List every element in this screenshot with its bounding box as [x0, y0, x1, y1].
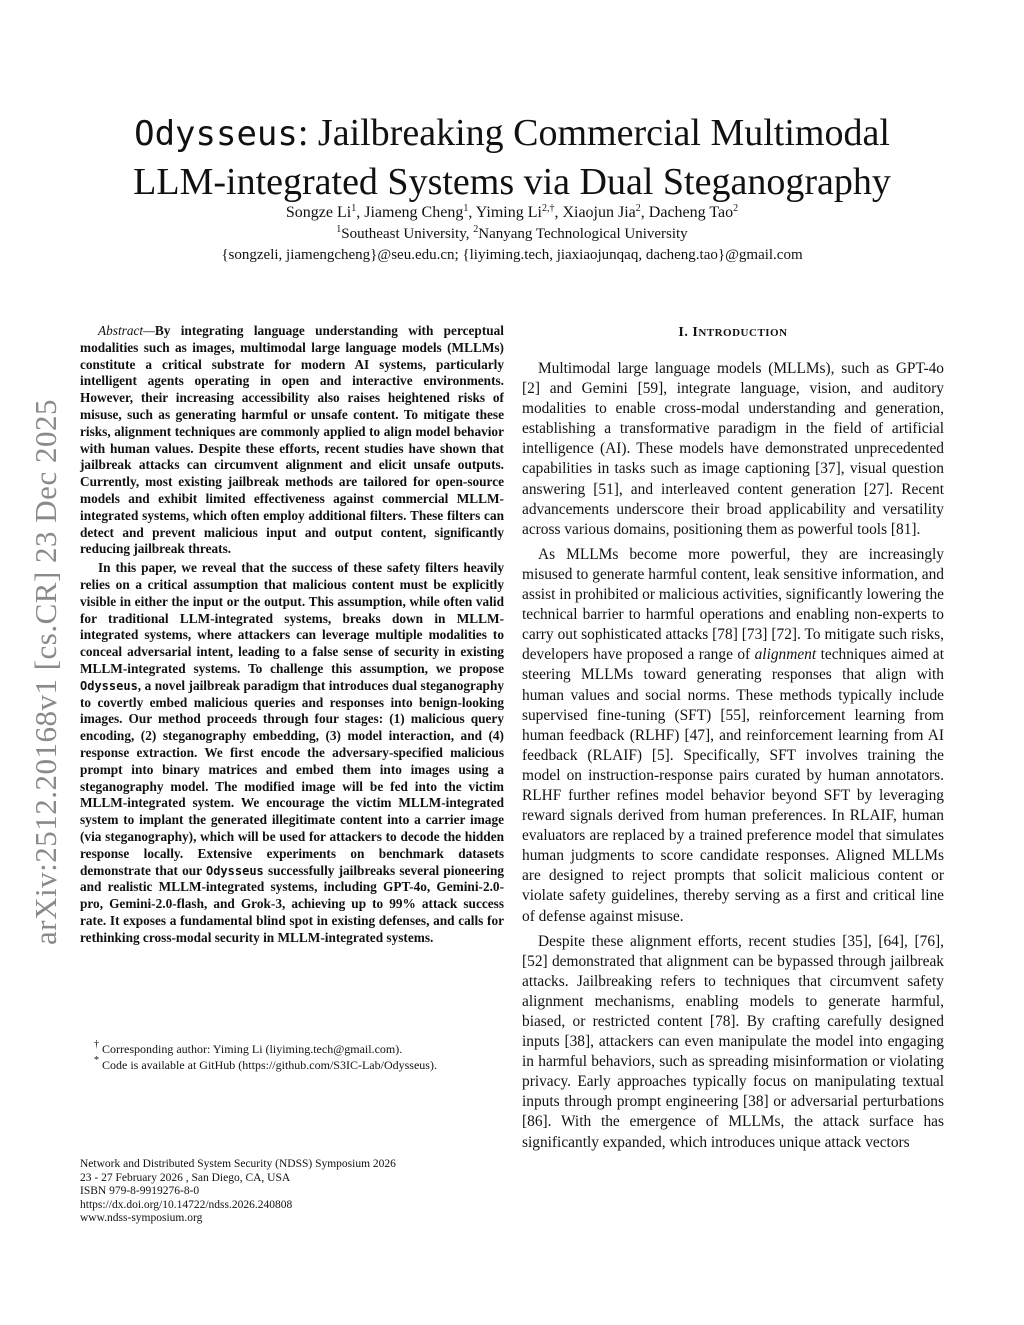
author-name: Dacheng Tao — [648, 204, 734, 221]
author-list: Songze Li$^1$, Jiameng Cheng$^1$, Yiming $Li^{2,\dagger}$, Xiaojun Jia$^2$, Dacheng Tao$^2$ — [285, 203, 739, 221]
footnote-text: Corresponding author: Yiming Li (liyiming.tech@gmail.com). — [102, 1042, 403, 1056]
intro-paragraph-3: Despite these alignment efforts, recent studies [35], [64], [76], [52] demonstrated that alignment can be bypassed through jailbreak attacks. Jailbreaking refers to techniques that circumvent safety alignment mechanisms, enabling models to generate harmful, biased, or restricted content [78]. By crafting carefully designed inputs [38], attackers can even manipulate the model into engaging in harmful behaviors, such as spreading misinformation or violating privacy. Early approaches typically focus on manipulating textual inputs through prompt engineering [38] or adversarial perturbations [86]. With the emergence of MLLMs, the attack surface has significantly expanded, which introduces unique attack vectors — [522, 932, 944, 1151]
author-mark: 2,† — [541, 203, 555, 214]
arxiv-id: arXiv:2512.20168v1 [cs.CR] 23 Dec 2025 — [28, 399, 63, 945]
author-name: Jiameng Cheng — [364, 204, 464, 221]
abstract-p2b-text: , a novel jailbreak paradigm that introduces dual steganography to covertly embed malicious queries and responses into benign-looking images. Our method proceeds through four stages: (1) malicious query encoding, (2) steganography embedding, (3) model interaction, and (4) response extraction. We first encode the adversary-specified malicious prompt into binary matrices and embed them into images using a steganography model. The modified image will be fed into the victim MLLM-integrated system. We encourage the victim MLLM-integrated system to implant the generated illegitimate content into a carrier image (via steganography), which will be used for attackers to decode the hidden response locally. Extensive experiments on benchmark datasets demonstrate that our — [80, 677, 504, 878]
introduction-body — [522, 359, 944, 1153]
affiliations: $^1$Southeast University, $^2$Nanyang Technological University — [336, 224, 688, 242]
author-mark: 2 — [733, 203, 739, 214]
author-name: Yiming Li — [475, 204, 542, 221]
section-heading-rest: NTRODUCTION — [698, 327, 788, 339]
affiliation-mark: 1 — [336, 224, 342, 235]
abstract-p2c-text: successfully jailbreaks several pioneering and realistic MLLM-integrated systems, including GPT-4o, Gemini-2.0-pro, Gemini-2.0-flash, and Grok-3, achieving up to 99% attack success rate. It exposes a fundamental blind spot in existing defenses, and calls for rethinking cross-modal security in MLLM-integrated systems. — [80, 862, 504, 945]
venue-website-link[interactable]: www.ndss-symposium.org — [80, 1212, 203, 1225]
abstract-paragraph-1 — [80, 323, 504, 558]
affiliation-mark: 2 — [473, 224, 479, 235]
system-name: Odysseus — [205, 863, 264, 878]
footnote — [94, 1041, 514, 1057]
abstract — [80, 323, 504, 946]
arxiv-stamp — [26, 372, 66, 972]
venue-doi-link[interactable]: https://dx.doi.org/10.14722/ndss.2026.240808 — [80, 1198, 293, 1211]
author-mark: 2 — [635, 203, 641, 214]
intro-emphasis: alignment — [754, 646, 817, 664]
author-name: Songze Li — [285, 204, 352, 221]
title-line2: LLM-integrated Systems via Dual Steganography — [133, 161, 891, 204]
abstract-paragraph-2 — [80, 560, 504, 946]
intro-p2b-text: techniques aimed at steering MLLMs toward generating responses that align with human values and social norms. These methods typically include supervised fine-tuning (SFT) [55], reinforcement learning from human feedback (RLHF) [47], and reinforcement learning from AI feedback (RLAIF) [5]. Specifically, SFT involves training the model on instruction-response pairs curated by human annotators. RLHF further refines model behavior beyond SFT by leveraging reward signals derived from human preferences. In RLAIF, human evaluators are replaced by a trained preference model that simulates human judgments to score candidate responses. Aligned MLLMs are designed to reject prompts that solicit malicious content or violate safety guidelines, thereby serving as a first and critical line of defense against misuse. — [522, 646, 944, 925]
footnotes — [94, 1041, 514, 1073]
paper-title — [60, 109, 964, 206]
abstract-label: Abstract— — [98, 323, 155, 338]
author-mark: 1 — [463, 203, 469, 214]
section-first-letter: I — [692, 325, 699, 340]
intro-paragraph-2 — [522, 545, 944, 927]
author-emails: {songzeli, jiamengcheng}@seu.edu.cn; {liyiming.tech, jiaxiaojunqaq, dacheng.tao}@gmail.com — [221, 247, 803, 263]
affiliation-name: Southeast University — [341, 226, 466, 242]
author-name: Xiaojun Jia — [562, 204, 636, 221]
right-column — [522, 323, 944, 1153]
venue-line: 23 - 27 February 2026 , San Diego, CA, USA — [80, 1171, 291, 1184]
venue-line: ISBN 979-8-9919276-8-0 — [80, 1185, 200, 1198]
footnote-mark: † — [94, 1039, 99, 1050]
abstract-p1-text: By integrating language understanding with perceptual modalities such as images, multimodal large language models (MLLMs) constitute a critical substrate for modern AI systems, particularly intelligent agents operating in open and interactive environments. However, their increasing accessibility also raises heightened risks of misuse, such as generating harmful or unsafe content. To mitigate these risks, alignment techniques are commonly applied to align model behavior with human values. Despite these efforts, recent studies have shown that jailbreak attacks can circumvent alignment and elicit unsafe outputs. Currently, most existing jailbreak methods are tailored for open-source models and exhibit limited effectiveness against commercial MLLM-integrated systems, which often employ additional filters. These filters can detect and prevent malicious input and output content, significantly reducing jailbreak threats. — [80, 323, 504, 557]
left-column — [80, 323, 504, 946]
footnote-mark: * — [94, 1055, 99, 1066]
footnote-text: Code is available at GitHub (https://github.com/S3IC-Lab/Odysseus). — [102, 1058, 437, 1072]
intro-p2a-text: As MLLMs become more powerful, they are increasingly misused to generate harmful content, leak sensitive information, and assist in prohibited or malicious activities, significantly lowering the technical barrier to harmful operations and enabling non-experts to carry out sophisticated attacks [78] [73] [72]. To mitigate such risks, developers have proposed a range of — [522, 545, 944, 664]
venue-line: Network and Distributed System Security (NDSS) Symposium 2026 — [80, 1158, 396, 1170]
title-system-name: Odysseus — [134, 114, 298, 155]
affiliation-name: Nanyang Technological University — [478, 226, 688, 242]
author-mark: 1 — [351, 203, 357, 214]
system-name: Odysseus — [80, 678, 138, 693]
venue-info — [80, 1158, 500, 1226]
footnote — [94, 1057, 514, 1073]
title-line1-rest: : Jailbreaking Commercial Multimodal — [297, 112, 890, 155]
intro-paragraph-1: Multimodal large language models (MLLMs), such as GPT-4o [2] and Gemini [59], integrate language, vision, and auditory modalities to enable cross-modal understanding and generation, establishing a transformative paradigm in the field of artificial intelligence (AI). These models have demonstrated unprecedented capabilities in tasks such as image captioning [37], visual question answering [51], and interleaved content generation [27]. Recent advancements underscore their broad applicability and versatility across various domains, positioning them as powerful tools [81]. — [522, 360, 944, 538]
section-numeral: I. — [678, 325, 689, 340]
section-heading-introduction — [522, 323, 944, 343]
abstract-p2a-text: In this paper, we reveal that the success of these safety filters heavily relies on a critical assumption that malicious content must be explicitly visible in either the input or the output. This assumption, while often valid for traditional LLM-integrated systems, breaks down in MLLM-integrated systems, where attackers can leverage multiple modalities to conceal adversarial intent, leading to a false sense of security in existing MLLM-integrated systems. To challenge this assumption, we propose — [80, 560, 504, 676]
